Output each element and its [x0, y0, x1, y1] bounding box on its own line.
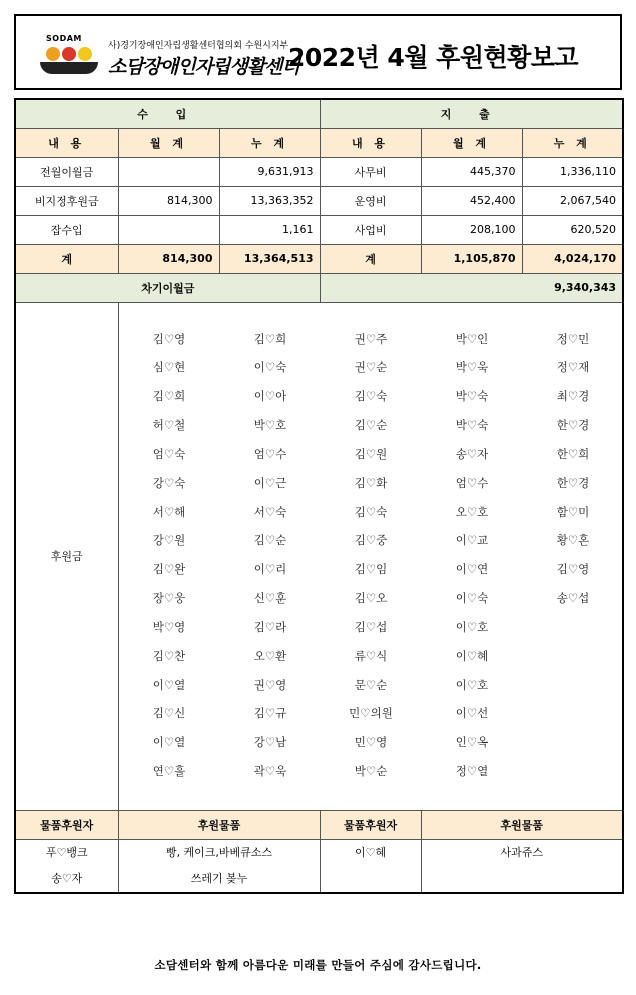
goods-donors-left [15, 839, 118, 893]
donor-list-cell [118, 302, 623, 810]
goods-donor: 푸♡뱅크 [45, 845, 88, 859]
donor-name: 김♡오 [354, 591, 388, 606]
report-header [14, 14, 622, 90]
col-expense-total: 누 계 [522, 128, 623, 157]
goods-heading-row [15, 810, 623, 839]
donor-name: 강♡남 [253, 735, 287, 750]
expense-total-label: 계 [320, 244, 421, 273]
donor-name: 김♡숙 [354, 504, 388, 519]
carry-over-row [15, 273, 623, 302]
carry-over-label: 차기이월금 [15, 273, 320, 302]
donor-name: 김♡순 [253, 533, 287, 548]
donor-name: 한♡경 [556, 475, 590, 490]
donor-name: 강♡숙 [152, 475, 186, 490]
donor-name: 김♡순 [354, 418, 388, 433]
donor-name: 김♡중 [354, 533, 388, 548]
expense-month: 208,100 [421, 215, 522, 244]
donor-name: 이♡숙 [455, 591, 489, 606]
expense-month: 445,370 [421, 157, 522, 186]
donor-name: 한♡경 [556, 418, 590, 433]
column-heading-row [15, 128, 623, 157]
table-row [15, 186, 623, 215]
donor-name: 장♡웅 [152, 591, 186, 606]
donor-name: 박♡호 [253, 418, 287, 433]
donor-name: 이♡호 [455, 619, 489, 634]
income-month [118, 215, 219, 244]
income-item: 비지정후원금 [15, 186, 118, 215]
expense-month: 452,400 [421, 186, 522, 215]
section-heading-row [15, 99, 623, 128]
donor-name: 이♡호 [455, 677, 489, 692]
expense-total: 620,520 [522, 215, 623, 244]
total-row [15, 244, 623, 273]
donor-name: 송♡자 [455, 446, 489, 461]
donor-name: 문♡순 [354, 677, 388, 692]
donor-name [523, 728, 624, 757]
donor-name: 박♡욱 [455, 360, 489, 375]
col-income-month: 월 계 [118, 128, 219, 157]
donor-name: 이♡근 [253, 475, 287, 490]
org-name: 소담장애인자립생활센터 [108, 56, 299, 78]
donor-name: 연♡흘 [152, 764, 186, 779]
donor-name: 오♡환 [253, 648, 287, 663]
income-month [118, 157, 219, 186]
donations-row [15, 302, 623, 810]
donor-name: 엄♡수 [455, 475, 489, 490]
income-total: 13,363,352 [219, 186, 320, 215]
goods-donor-heading-right: 물품후원자 [320, 810, 421, 839]
income-total-label: 계 [15, 244, 118, 273]
col-expense-month: 월 계 [421, 128, 522, 157]
donor-name: 김♡영 [556, 562, 590, 577]
donor-name [523, 757, 624, 786]
goods-item-heading-right: 후원물품 [421, 810, 623, 839]
expense-heading: 지 출 [320, 99, 623, 128]
footer-message: 소담센터와 함께 아름다운 미래를 만들어 주심에 감사드립니다. [154, 958, 482, 972]
goods-item: 쓰레기 봊누 [190, 871, 248, 885]
expense-item: 운영비 [320, 186, 421, 215]
income-item: 전월이월금 [15, 157, 118, 186]
donor-name: 황♡혼 [556, 533, 590, 548]
expense-item: 사무비 [320, 157, 421, 186]
donor-name [523, 613, 624, 642]
donor-name: 엄♡수 [253, 446, 287, 461]
donor-name: 김♡임 [354, 562, 388, 577]
donor-name: 박♡영 [152, 619, 186, 634]
sodam-logo [40, 34, 100, 78]
donor-name: 함♡미 [556, 504, 590, 519]
donor-name: 김♡원 [354, 446, 388, 461]
expense-item: 사업비 [320, 215, 421, 244]
donor-name: 이♡숙 [253, 360, 287, 375]
donor-name: 이♡아 [253, 389, 287, 404]
donor-name: 이♡리 [253, 562, 287, 577]
donor-name: 곽♡욱 [253, 764, 287, 779]
donor-name: 정♡민 [556, 331, 590, 346]
income-total-month: 814,300 [118, 244, 219, 273]
goods-item: 빵, 케이크,바베큐소스 [165, 845, 273, 859]
table-row [15, 215, 623, 244]
income-heading: 수 입 [15, 99, 320, 128]
donor-name: 권♡순 [354, 360, 388, 375]
donor-name: 민♡의원 [349, 706, 393, 721]
donor-name: 권♡주 [354, 331, 388, 346]
donor-name: 김♡찬 [152, 648, 186, 663]
donor-name: 김♡완 [152, 562, 186, 577]
donor-name: 이♡교 [455, 533, 489, 548]
goods-item-right: 사과쥬스 [421, 839, 623, 893]
expense-total: 2,067,540 [522, 186, 623, 215]
donor-name: 서♡해 [152, 504, 186, 519]
donor-name: 허♡철 [152, 418, 186, 433]
income-item: 잡수입 [15, 215, 118, 244]
donor-name: 정♡재 [556, 360, 590, 375]
donor-name: 김♡영 [152, 331, 186, 346]
donor-name: 김♡라 [253, 619, 287, 634]
report-title: 2022년 4월 후원현황보고 [288, 43, 579, 72]
col-expense-item: 내 용 [320, 128, 421, 157]
donor-name: 김♡섭 [354, 619, 388, 634]
donor-grid [119, 303, 623, 787]
donor-name: 한♡희 [556, 446, 590, 461]
donor-name: 김♡희 [152, 389, 186, 404]
donor-name: 박♡순 [354, 764, 388, 779]
income-total-sum: 13,364,513 [219, 244, 320, 273]
donor-name: 오♡호 [455, 504, 489, 519]
goods-items-left [118, 839, 320, 893]
donor-name: 인♡옥 [455, 735, 489, 750]
table-row [15, 157, 623, 186]
income-total: 9,631,913 [219, 157, 320, 186]
col-income-total: 누 계 [219, 128, 320, 157]
donor-name: 강♡원 [152, 533, 186, 548]
org-subtitle: 사)경기장애인자립생활센터협의회 수원시지부 [108, 41, 289, 51]
donor-name: 김♡숙 [354, 389, 388, 404]
expense-total-sum: 4,024,170 [522, 244, 623, 273]
income-total: 1,161 [219, 215, 320, 244]
donations-label: 후원금 [15, 302, 118, 810]
donor-name: 이♡열 [152, 677, 186, 692]
logo-brand: SODAM [46, 34, 82, 43]
goods-donor-right: 이♡혜 [320, 839, 421, 893]
goods-row [15, 839, 623, 893]
donor-name: 이♡연 [455, 562, 489, 577]
carry-over-value: 9,340,343 [320, 273, 623, 302]
goods-item-heading-left: 후원물품 [118, 810, 320, 839]
donor-name: 신♡훈 [253, 591, 287, 606]
donor-name: 김♡규 [253, 706, 287, 721]
donor-name: 정♡열 [455, 764, 489, 779]
goods-donor-heading-left: 물품후원자 [15, 810, 118, 839]
donor-name: 권♡영 [253, 677, 287, 692]
income-month: 814,300 [118, 186, 219, 215]
donor-name: 송♡섭 [556, 591, 590, 606]
donor-name: 박♡인 [455, 331, 489, 346]
donor-name: 류♡식 [354, 648, 388, 663]
donor-name: 박♡숙 [455, 389, 489, 404]
col-income-item: 내 용 [15, 128, 118, 157]
goods-donor: 송♡자 [51, 871, 83, 885]
logo-dots-icon [42, 44, 96, 64]
expense-total-month: 1,105,870 [421, 244, 522, 273]
donor-name: 서♡숙 [253, 504, 287, 519]
donor-name: 이♡열 [152, 735, 186, 750]
donor-name: 민♡영 [354, 735, 388, 750]
donor-name: 최♡경 [556, 389, 590, 404]
donor-name [523, 642, 624, 671]
expense-total: 1,336,110 [522, 157, 623, 186]
donor-name: 박♡숙 [455, 418, 489, 433]
logo-bowl [40, 62, 98, 74]
donor-name: 심♡현 [152, 360, 186, 375]
donor-name: 김♡신 [152, 706, 186, 721]
donor-name: 이♡선 [455, 706, 489, 721]
donor-name: 김♡희 [253, 331, 287, 346]
donor-name: 엄♡숙 [152, 446, 186, 461]
donor-name [523, 671, 624, 700]
donor-name: 이♡혜 [455, 648, 489, 663]
donor-name [523, 699, 624, 728]
finance-table [14, 98, 624, 894]
donor-name: 김♡화 [354, 475, 388, 490]
